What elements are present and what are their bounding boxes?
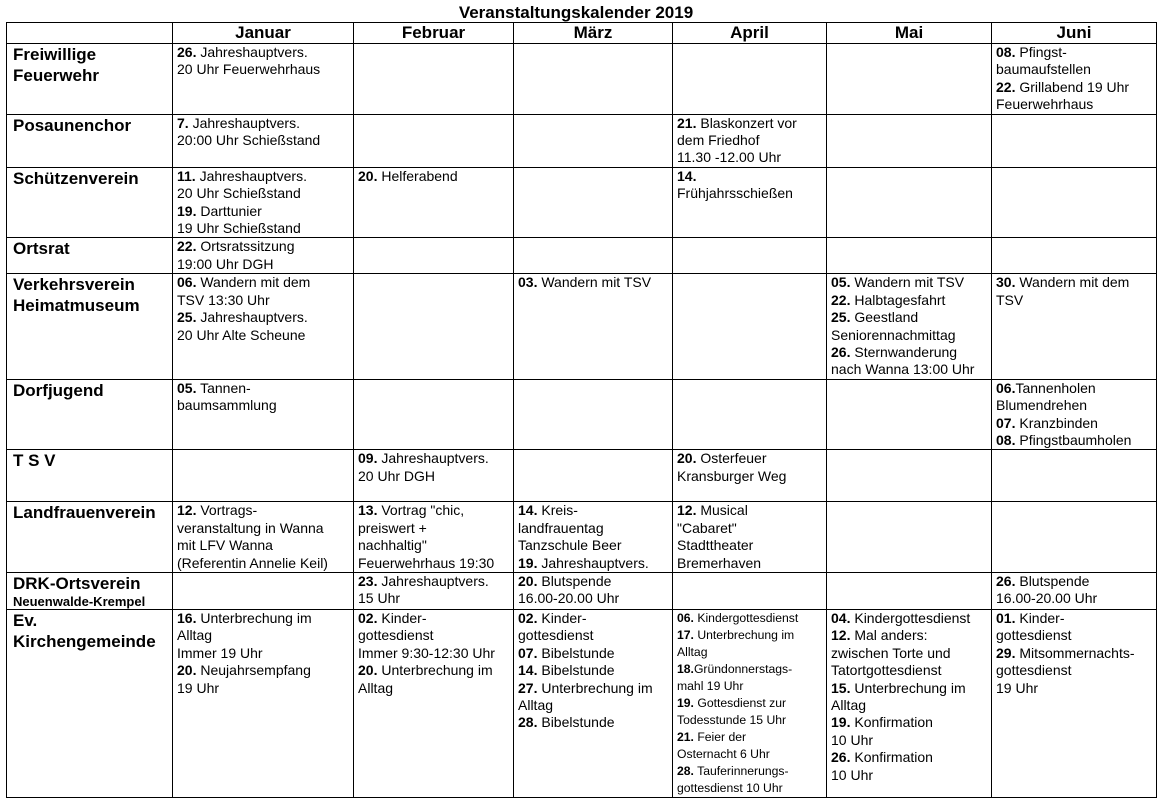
organization-name bbox=[7, 238, 173, 274]
organization-name bbox=[7, 572, 173, 609]
event-text: Kindergottesdienst bbox=[693, 610, 799, 625]
event-day: 17. bbox=[677, 627, 694, 642]
event-day: 28. bbox=[518, 714, 538, 731]
event-day: 07. bbox=[518, 644, 538, 661]
event-text: Mal anders: zwischen Torte und Tatortgottesdienst bbox=[831, 627, 951, 679]
event-day: 06. bbox=[677, 610, 694, 625]
organization-label: Landfrauenverein bbox=[13, 503, 156, 523]
event-text: Bibelstunde bbox=[537, 662, 615, 679]
event-day: 21. bbox=[677, 729, 694, 744]
organization-label: Posaunenchor bbox=[13, 115, 132, 135]
event-text: Bibelstunde bbox=[537, 714, 615, 731]
event-entry bbox=[831, 292, 991, 309]
event-day: 01. bbox=[996, 609, 1016, 626]
event-cell bbox=[514, 609, 673, 797]
event-cell bbox=[173, 502, 354, 573]
event-text: Darttunier 19 Uhr Schießstand bbox=[177, 202, 301, 237]
event-entry bbox=[358, 450, 513, 485]
event-entry bbox=[996, 380, 1156, 415]
event-entry bbox=[177, 203, 353, 238]
event-text: Jahreshauptvers. 20 Uhr Feuerwehrhaus bbox=[177, 44, 321, 78]
organization-name bbox=[7, 167, 173, 238]
event-entry bbox=[996, 274, 1156, 309]
event-cell bbox=[514, 44, 673, 115]
event-day: 12. bbox=[831, 627, 851, 644]
event-cell bbox=[673, 450, 827, 502]
event-cell bbox=[354, 450, 514, 502]
event-entry bbox=[518, 680, 672, 715]
event-entry bbox=[518, 714, 672, 731]
event-cell bbox=[827, 572, 992, 609]
event-entry bbox=[358, 662, 513, 697]
event-entry bbox=[677, 610, 826, 627]
event-cell bbox=[827, 502, 992, 573]
event-day: 25. bbox=[831, 309, 851, 326]
event-text: Wandern mit dem TSV 13:30 Uhr bbox=[177, 274, 311, 308]
event-entry bbox=[831, 714, 991, 749]
organization-label: Dorfjugend bbox=[13, 380, 104, 400]
event-cell bbox=[827, 167, 992, 238]
event-text: Geestland Seniorennachmittag bbox=[831, 309, 956, 343]
organization-label: Freiwillige Feuerwehr bbox=[13, 45, 99, 85]
event-text: Musical "Cabaret" Stadttheater Bremerhaven bbox=[677, 502, 762, 571]
event-cell bbox=[673, 44, 827, 115]
event-cell bbox=[173, 609, 354, 797]
event-entry bbox=[358, 610, 513, 662]
event-day: 19. bbox=[518, 554, 538, 571]
month-header: März bbox=[514, 23, 673, 44]
event-cell bbox=[354, 44, 514, 115]
event-cell bbox=[992, 609, 1157, 797]
organization-row bbox=[7, 609, 1157, 797]
event-entry bbox=[518, 555, 672, 572]
event-text: Unterbrechung im Alltag bbox=[831, 679, 966, 713]
event-text: Frühjahrsschießen bbox=[677, 185, 793, 202]
event-entry bbox=[831, 749, 991, 784]
month-header-row bbox=[7, 23, 1157, 44]
event-cell bbox=[173, 167, 354, 238]
event-entry bbox=[677, 661, 826, 695]
event-text: Kinder- gottesdienst bbox=[996, 609, 1072, 644]
organization-name bbox=[7, 609, 173, 797]
event-cell bbox=[992, 238, 1157, 274]
event-cell bbox=[827, 379, 992, 450]
event-entry bbox=[177, 238, 353, 273]
event-entry bbox=[177, 274, 353, 309]
event-cell bbox=[992, 450, 1157, 502]
calendar-title: Veranstaltungskalender 2019 bbox=[458, 3, 694, 22]
organization-row bbox=[7, 450, 1157, 502]
event-text: Blaskonzert vor dem Friedhof 11.30 -12.00 Uhr bbox=[677, 114, 797, 166]
event-text: Sternwanderung nach Wanna 13:00 Uhr bbox=[831, 343, 975, 378]
event-entry bbox=[177, 44, 353, 79]
organization-label: Schützenverein bbox=[13, 168, 139, 188]
event-entry bbox=[831, 309, 991, 344]
event-day: 25. bbox=[177, 309, 197, 326]
event-text: Blutspende 16.00-20.00 Uhr bbox=[518, 572, 620, 607]
event-cell bbox=[992, 572, 1157, 609]
organization-row bbox=[7, 44, 1157, 115]
event-entry bbox=[996, 415, 1156, 432]
organization-name bbox=[7, 379, 173, 450]
event-cell bbox=[514, 379, 673, 450]
organization-label: Ortsrat bbox=[13, 239, 70, 259]
event-day: 02. bbox=[358, 609, 378, 626]
organization-row bbox=[7, 502, 1157, 573]
event-entry bbox=[831, 610, 991, 627]
event-text: Pfingstbaumholen bbox=[1015, 431, 1132, 448]
event-cell bbox=[514, 114, 673, 167]
organization-label: Ev. Kirchengemeinde bbox=[13, 610, 156, 651]
organization-sublabel: Neuenwalde-Krempel bbox=[13, 593, 146, 609]
event-day: 18. bbox=[677, 661, 694, 676]
event-cell bbox=[673, 274, 827, 379]
event-text: Wandern mit dem TSV bbox=[996, 274, 1130, 308]
event-entry bbox=[518, 610, 672, 645]
event-entry bbox=[358, 502, 513, 572]
event-day: 20. bbox=[358, 662, 378, 679]
event-text: Halbtagesfahrt bbox=[850, 291, 946, 308]
event-day: 16. bbox=[177, 609, 197, 626]
event-text: Kreis- landfrauentag Tanzschule Beer bbox=[518, 502, 622, 554]
event-entry bbox=[677, 115, 826, 167]
event-cell bbox=[514, 572, 673, 609]
event-cell bbox=[354, 274, 514, 379]
event-text: Feier der Osternacht 6 Uhr bbox=[677, 729, 770, 761]
organization-name bbox=[7, 114, 173, 167]
event-text: Vortrags- veranstaltung in Wanna mit LFV Wanna (Referentin Annelie Keil) bbox=[177, 502, 328, 571]
event-cell bbox=[173, 572, 354, 609]
organization-row bbox=[7, 274, 1157, 379]
month-header: April bbox=[673, 23, 827, 44]
event-cell bbox=[514, 502, 673, 573]
event-entry bbox=[177, 380, 353, 415]
month-header: Februar bbox=[354, 23, 514, 44]
event-text: Kranzbinden bbox=[1015, 414, 1098, 431]
event-day: 26. bbox=[177, 44, 197, 60]
event-entry bbox=[518, 645, 672, 662]
event-text: Wandern mit TSV bbox=[537, 274, 652, 291]
event-day: 08. bbox=[996, 44, 1016, 60]
event-day: 20. bbox=[358, 167, 378, 184]
event-entry bbox=[677, 450, 826, 485]
event-day: 21. bbox=[677, 114, 697, 131]
organization-row bbox=[7, 379, 1157, 450]
event-cell bbox=[173, 274, 354, 379]
event-entry bbox=[177, 168, 353, 203]
event-text: Jahreshauptvers. 20 Uhr Schießstand bbox=[177, 167, 307, 202]
event-text: Vortrag "chic, preiswert + nachhaltig" Feuerwehrhaus 19:30 bbox=[358, 502, 495, 571]
event-cell bbox=[827, 44, 992, 115]
event-entry bbox=[996, 432, 1156, 449]
event-entry bbox=[996, 610, 1156, 645]
event-day: 11. bbox=[177, 167, 196, 184]
event-entry bbox=[518, 274, 672, 291]
organization-name bbox=[7, 274, 173, 379]
event-cell bbox=[354, 238, 514, 274]
event-entry bbox=[177, 662, 353, 697]
event-entry bbox=[677, 627, 826, 661]
event-day: 28. bbox=[677, 763, 694, 778]
organization-label: DRK-Ortsverein bbox=[13, 573, 141, 593]
event-entry bbox=[177, 115, 353, 150]
event-entry bbox=[677, 695, 826, 729]
event-cell bbox=[992, 502, 1157, 573]
event-day: 19. bbox=[831, 714, 851, 731]
month-header: Mai bbox=[827, 23, 992, 44]
event-entry bbox=[518, 502, 672, 554]
corner-cell bbox=[7, 23, 173, 44]
event-day: 22. bbox=[996, 78, 1016, 95]
month-header: Januar bbox=[173, 23, 354, 44]
event-day: 29. bbox=[996, 644, 1016, 661]
event-cell bbox=[673, 609, 827, 797]
event-day: 22. bbox=[831, 291, 851, 308]
event-day: 26. bbox=[996, 572, 1016, 589]
event-text: Jahreshauptvers. 15 Uhr bbox=[358, 572, 489, 607]
event-entry bbox=[677, 729, 826, 763]
event-cell bbox=[173, 379, 354, 450]
organization-row bbox=[7, 572, 1157, 609]
event-cell bbox=[673, 502, 827, 573]
event-day: 14. bbox=[677, 167, 697, 184]
event-cell bbox=[992, 44, 1157, 115]
organization-label: T S V bbox=[13, 451, 56, 471]
event-calendar-table bbox=[6, 22, 1157, 798]
event-entry bbox=[177, 309, 353, 344]
event-day: 08. bbox=[996, 431, 1016, 448]
event-text: Gründonnerstags- mahl 19 Uhr bbox=[677, 661, 793, 693]
event-entry bbox=[996, 44, 1156, 79]
event-text: Bibelstunde bbox=[537, 644, 615, 661]
event-text: Jahreshauptvers. bbox=[537, 554, 649, 571]
event-entry bbox=[831, 627, 991, 679]
event-text: Tannen- baumsammlung bbox=[177, 379, 277, 414]
event-text: Helferabend bbox=[377, 167, 458, 184]
event-cell bbox=[827, 274, 992, 379]
event-entry bbox=[177, 502, 353, 572]
event-cell bbox=[514, 450, 673, 502]
event-day: 19. bbox=[677, 695, 694, 710]
event-cell bbox=[827, 450, 992, 502]
event-day: 26. bbox=[831, 749, 851, 766]
organization-row bbox=[7, 167, 1157, 238]
event-day: 07. bbox=[996, 414, 1016, 431]
event-text: Gottesdienst zur Todesstunde 15 Uhr bbox=[677, 695, 787, 727]
event-cell bbox=[514, 238, 673, 274]
event-text: Konfirmation 10 Uhr bbox=[831, 749, 933, 783]
event-cell bbox=[514, 167, 673, 238]
event-text: Jahreshauptvers. 20:00 Uhr Schießstand bbox=[177, 114, 321, 149]
event-text: Ortsratssitzung 19:00 Uhr DGH bbox=[177, 238, 295, 272]
event-entry bbox=[831, 274, 991, 291]
event-text: Tannenholen Blumendrehen bbox=[996, 379, 1096, 414]
event-text: Pfingst- baumaufstellen bbox=[996, 44, 1091, 78]
event-cell bbox=[354, 502, 514, 573]
event-cell bbox=[992, 274, 1157, 379]
event-entry bbox=[996, 645, 1156, 697]
event-day: 12. bbox=[677, 502, 697, 519]
event-entry bbox=[518, 662, 672, 679]
event-cell bbox=[673, 379, 827, 450]
event-text: Unterbrechung im Alltag Immer 19 Uhr bbox=[177, 609, 312, 661]
event-cell bbox=[673, 238, 827, 274]
event-day: 06. bbox=[177, 274, 197, 291]
event-cell bbox=[827, 238, 992, 274]
event-day: 09. bbox=[358, 450, 378, 467]
event-day: 14. bbox=[518, 662, 538, 679]
event-day: 06. bbox=[996, 379, 1016, 396]
event-entry bbox=[518, 573, 672, 608]
event-day: 12. bbox=[177, 502, 197, 519]
event-text: Wandern mit TSV bbox=[850, 274, 965, 291]
event-day: 27. bbox=[518, 679, 538, 696]
event-day: 05. bbox=[831, 274, 851, 291]
event-cell bbox=[354, 114, 514, 167]
event-day: 20. bbox=[677, 450, 697, 467]
event-day: 20. bbox=[177, 662, 197, 679]
event-text: Blutspende 16.00-20.00 Uhr bbox=[996, 572, 1098, 607]
organization-row bbox=[7, 238, 1157, 274]
event-entry bbox=[177, 610, 353, 662]
event-day: 20. bbox=[518, 572, 538, 589]
event-text: Kinder- gottesdienst bbox=[518, 609, 594, 644]
event-day: 7. bbox=[177, 114, 189, 131]
organization-name bbox=[7, 502, 173, 573]
event-cell bbox=[673, 572, 827, 609]
event-day: 04. bbox=[831, 609, 851, 626]
event-cell bbox=[673, 114, 827, 167]
organization-label: Verkehrsverein Heimatmuseum bbox=[13, 275, 140, 316]
event-day: 22. bbox=[177, 238, 197, 255]
organization-name bbox=[7, 450, 173, 502]
event-day: 19. bbox=[177, 202, 197, 219]
event-entry bbox=[831, 680, 991, 715]
event-day: 13. bbox=[358, 502, 378, 519]
event-entry bbox=[358, 573, 513, 608]
event-day: 05. bbox=[177, 379, 197, 396]
event-day: 02. bbox=[518, 609, 538, 626]
organization-row bbox=[7, 114, 1157, 167]
event-entry bbox=[831, 344, 991, 379]
event-cell bbox=[827, 114, 992, 167]
event-cell bbox=[673, 167, 827, 238]
event-day: 03. bbox=[518, 274, 538, 291]
event-day: 30. bbox=[996, 274, 1016, 291]
event-entry bbox=[677, 502, 826, 572]
event-entry bbox=[996, 573, 1156, 608]
event-entry bbox=[996, 79, 1156, 114]
event-day: 15. bbox=[831, 679, 851, 696]
event-text: Konfirmation 10 Uhr bbox=[831, 714, 933, 748]
event-cell bbox=[173, 450, 354, 502]
event-text: Tauferinnerungs- gottesdienst 10 Uhr bbox=[677, 763, 789, 795]
event-cell bbox=[173, 44, 354, 115]
event-cell bbox=[354, 167, 514, 238]
event-day: 23. bbox=[358, 572, 378, 589]
event-text: Kinder- gottesdienst Immer 9:30-12:30 Uhr bbox=[358, 609, 495, 661]
event-cell bbox=[514, 274, 673, 379]
event-text: Kindergottesdienst bbox=[850, 609, 971, 626]
event-text: Mitsommernachts- gottesdienst 19 Uhr bbox=[996, 644, 1135, 696]
event-cell bbox=[992, 114, 1157, 167]
month-header: Juni bbox=[992, 23, 1157, 44]
event-cell bbox=[173, 238, 354, 274]
event-text: Jahreshauptvers. 20 Uhr Alte Scheune bbox=[177, 309, 308, 343]
event-text: Unterbrechung im Alltag bbox=[677, 627, 795, 659]
event-text: Unterbrechung im Alltag bbox=[358, 662, 493, 696]
event-day: 26. bbox=[831, 343, 851, 360]
event-day: 14. bbox=[518, 502, 538, 519]
event-cell bbox=[354, 379, 514, 450]
event-text: Neujahrsempfang 19 Uhr bbox=[177, 662, 311, 696]
event-cell bbox=[173, 114, 354, 167]
organization-name bbox=[7, 44, 173, 115]
event-text: Grillabend 19 Uhr Feuerwehrhaus bbox=[996, 78, 1130, 113]
event-text: Unterbrechung im Alltag bbox=[518, 679, 653, 713]
event-cell bbox=[354, 609, 514, 797]
event-entry bbox=[677, 168, 826, 203]
event-text: Osterfeuer Kransburger Weg bbox=[677, 450, 787, 484]
event-text: Jahreshauptvers. 20 Uhr DGH bbox=[358, 450, 489, 484]
event-cell bbox=[992, 167, 1157, 238]
event-cell bbox=[992, 379, 1157, 450]
event-entry bbox=[358, 168, 513, 185]
event-cell bbox=[354, 572, 514, 609]
event-cell bbox=[827, 609, 992, 797]
